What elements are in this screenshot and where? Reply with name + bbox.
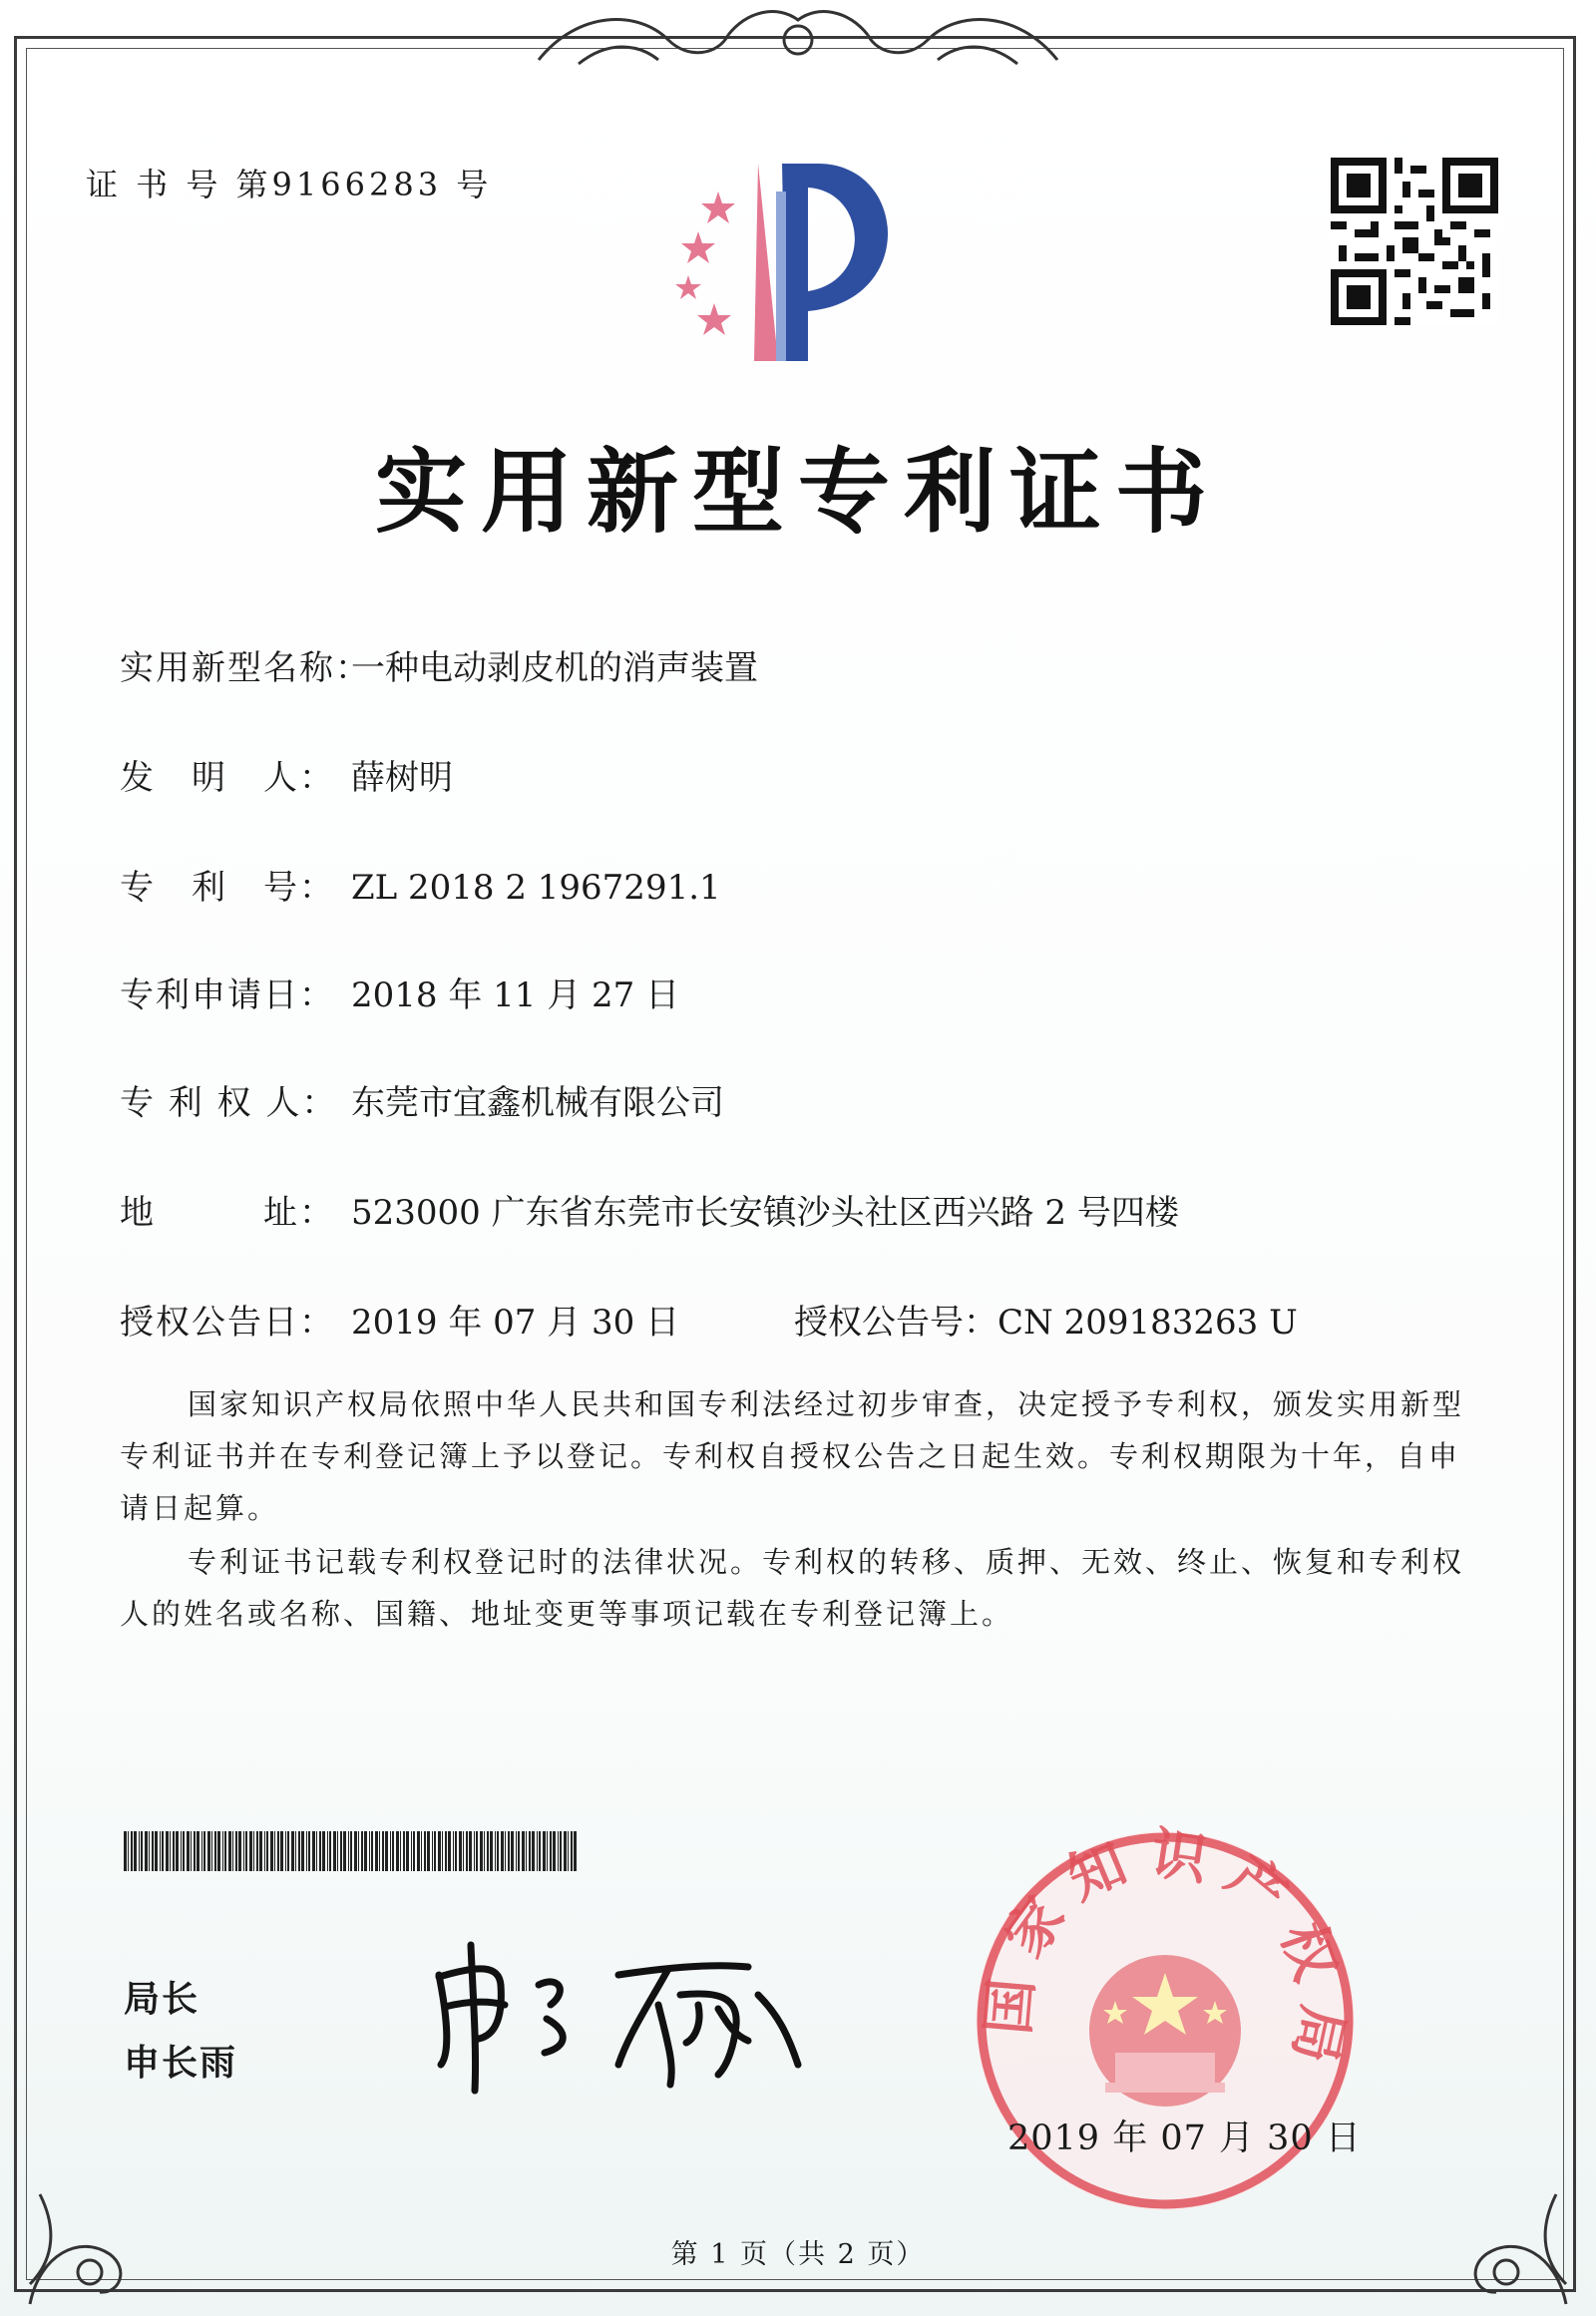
- signer-title: 局长: [124, 1979, 200, 2020]
- field-value: 薛树明: [351, 758, 453, 798]
- field-value: 2018 年 11 月 27 日: [351, 975, 680, 1015]
- field-label: 发 明 人：: [120, 758, 335, 798]
- certificate-title: 实用新型专利证书: [374, 439, 1221, 546]
- top-ornament-icon: [519, 0, 1077, 78]
- field-utility-model-name: [120, 640, 758, 689]
- field-label: 实用新型名称：: [120, 648, 371, 688]
- certificate-number: [86, 160, 492, 205]
- cnipa-logo-icon: [658, 152, 938, 391]
- certificate-number-label: 证 书 号 第: [86, 166, 272, 203]
- certificate-number-value: 9166283: [271, 166, 443, 203]
- statement-paragraph-1: 国家知识产权局依照中华人民共和国专利法经过初步审查，决定授予专利权，颁发实用新型专利证书并在专利登记簿上予以登记。专利权自授权公告之日起生效。专利权期限为十年，自申请日起算。: [120, 1387, 1465, 1525]
- field-value: 523000 广东省东莞市长安镇沙头社区西兴路 2 号四楼: [351, 1193, 1179, 1233]
- field-patentee: [120, 1075, 724, 1124]
- seal-text: 国家知识产权局: [975, 1821, 1357, 2087]
- field-address: [120, 1185, 1179, 1234]
- seal-date: 2019 年 07 月 30 日: [1007, 2119, 1362, 2158]
- barcode-icon: [124, 1831, 583, 1871]
- field-label: 专利申请日：: [120, 975, 335, 1015]
- field-inventor: [120, 750, 453, 799]
- field-label: 专 利 权 人：: [120, 1083, 338, 1123]
- field-application-date: [120, 967, 679, 1016]
- field-value: ZL 2018 2 1967291.1: [351, 868, 721, 908]
- field-value: 东莞市宜鑫机械有限公司: [351, 1083, 724, 1123]
- qr-code-icon: [1331, 158, 1498, 325]
- field-patent-number: [120, 860, 721, 909]
- field-label: 授权公告号：: [794, 1303, 998, 1343]
- field-value: 一种电动剥皮机的消声装置: [351, 648, 758, 688]
- field-value: 2019 年 07 月 30 日: [351, 1303, 680, 1343]
- field-publication-number: [794, 1295, 1298, 1344]
- page-number: 第 1 页（共 2 页）: [670, 2239, 926, 2270]
- field-label: 专 利 号：: [120, 868, 335, 908]
- field-value: CN 209183263 U: [998, 1303, 1298, 1343]
- field-label: 授权公告日：: [120, 1303, 335, 1343]
- signer-name: 申长雨: [124, 2043, 238, 2084]
- certificate-number-suffix: 号: [456, 166, 493, 203]
- handwritten-signature: [419, 1935, 818, 2095]
- field-label: 地 址：: [120, 1193, 335, 1233]
- official-seal-icon: [966, 1821, 1365, 2220]
- statement-paragraph-2: 专利证书记载专利权登记时的法律状况。专利权的转移、质押、无效、终止、恢复和专利权人的姓名或名称、国籍、地址变更等事项记载在专利登记簿上。: [120, 1545, 1465, 1631]
- field-grant-date: [120, 1295, 679, 1344]
